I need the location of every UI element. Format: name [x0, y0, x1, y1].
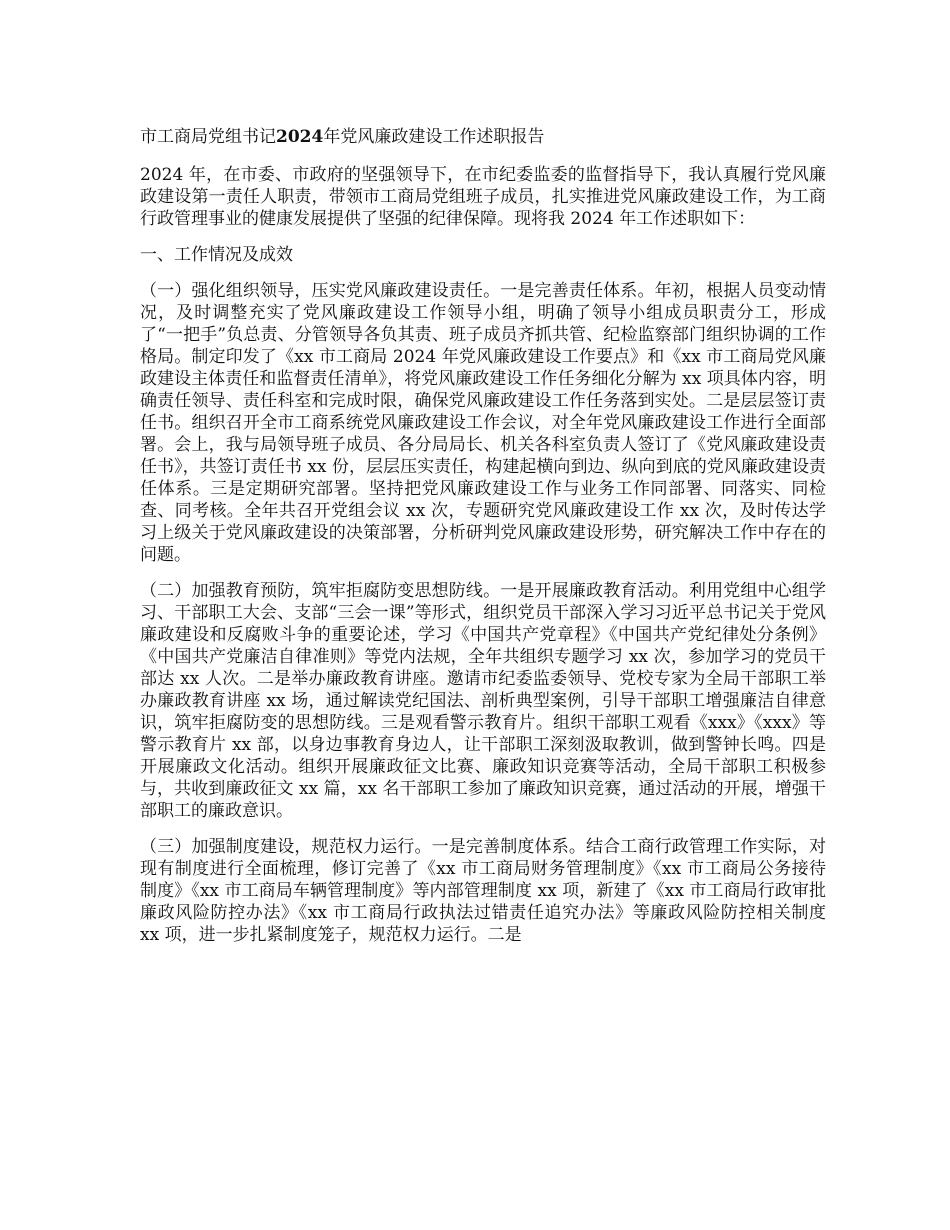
intro-paragraph: 2024 年，在市委、市政府的坚强领导下，在市纪委监委的监督指导下，我认真履行党风廉政建设第一责任人职责，带领市工商局党组班子成员，扎实推进党风廉政建设工作，为工商行政管理事业的健康发展提供了坚强的纪律保障。现将我 2024 年工作述职如下： [140, 165, 826, 229]
title-suffix: 年党风廉政建设工作述职报告 [323, 127, 545, 147]
body-paragraph-2: （二）加强教育预防，筑牢拒腐防变思想防线。一是开展廉政教育活动。利用党组中心组学习、干部职工大会、支部“三会一课”等形式，组织党员干部深入学习习近平总书记关于党风廉政建设和反腐败斗争的重要论述，学习《中国共产党章程》《中国共产党纪律处分条例》《中国共产党廉洁自律准则》等党内法规，全年共组织专题学习 xx 次，参加学习的党员干部达 xx 人次。二是举办廉政教育讲座。邀请市纪委监委领导、党校专家为全局干部职工举办廉政教育讲座 xx 场，通过解读党纪国法、剖析典型案例，引导干部职工增强廉洁自律意识，筑牢拒腐防变的思想防线。三是观看警示教育片。组织干部职工观看《xxx》《xxx》等警示教育片 xx 部，以身边事教育身边人，让干部职工深刻汲取教训，做到警钟长鸣。四是开展廉政文化活动。组织开展廉政征文比赛、廉政知识竞赛等活动，全局干部职工积极参与，共收到廉政征文 xx 篇，xx 名干部职工参加了廉政知识竞赛，通过活动的开展，增强干部职工的廉政意识。 [140, 581, 826, 821]
document-page [140, 126, 826, 960]
body-paragraph-3: （三）加强制度建设，规范权力运行。一是完善制度体系。结合工商行政管理工作实际，对现有制度进行全面梳理，修订完善了《xx 市工商局财务管理制度》《xx 市工商局公务接待制度》《xx 市工商局车辆管理制度》等内部管理制度 xx 项，新建了《xx 市工商局行政审批廉政风险防控办法》《xx 市工商局行政执法过错责任追究办法》等廉政风险防控相关制度 xx 项，进一步扎紧制度笼子，规范权力运行。二是 [140, 837, 826, 945]
document-title [140, 126, 826, 148]
body-paragraph-1: （一）强化组织领导，压实党风廉政建设责任。一是完善责任体系。年初，根据人员变动情况，及时调整充实了党风廉政建设工作领导小组，明确了领导小组成员职责分工，形成了“一把手”负总责、分管领导各负其责、班子成员齐抓共管、纪检监察部门组织协调的工作格局。制定印发了《xx 市工商局 2024 年党风廉政建设工作要点》和《xx 市工商局党风廉政建设主体责任和监督责任清单》，将党风廉政建设工作任务细化分解为 xx 项具体内容，明确责任领导、责任科室和完成时限，确保党风廉政建设工作任务落到实处。二是层层签订责任书。组织召开全市工商系统党风廉政建设工作会议，对全年党风廉政建设工作进行全面部署。会上，我与局领导班子成员、各分局局长、机关各科室负责人签订了《党风廉政建设责任书》，共签订责任书 xx 份，层层压实责任，构建起横向到边、纵向到底的党风廉政建设责任体系。三是定期研究部署。坚持把党风廉政建设工作与业务工作同部署、同落实、同检查、同考核。全年共召开党组会议 xx 次，专题研究党风廉政建设工作 xx 次，及时传达学习上级关于党风廉政建设的决策部署，分析研判党风廉政建设形势，研究解决工作中存在的问题。 [140, 281, 826, 565]
title-year: 2024 [276, 127, 324, 147]
title-prefix: 市工商局党组书记 [140, 127, 276, 147]
section-heading: 一、工作情况及成效 [140, 245, 293, 265]
